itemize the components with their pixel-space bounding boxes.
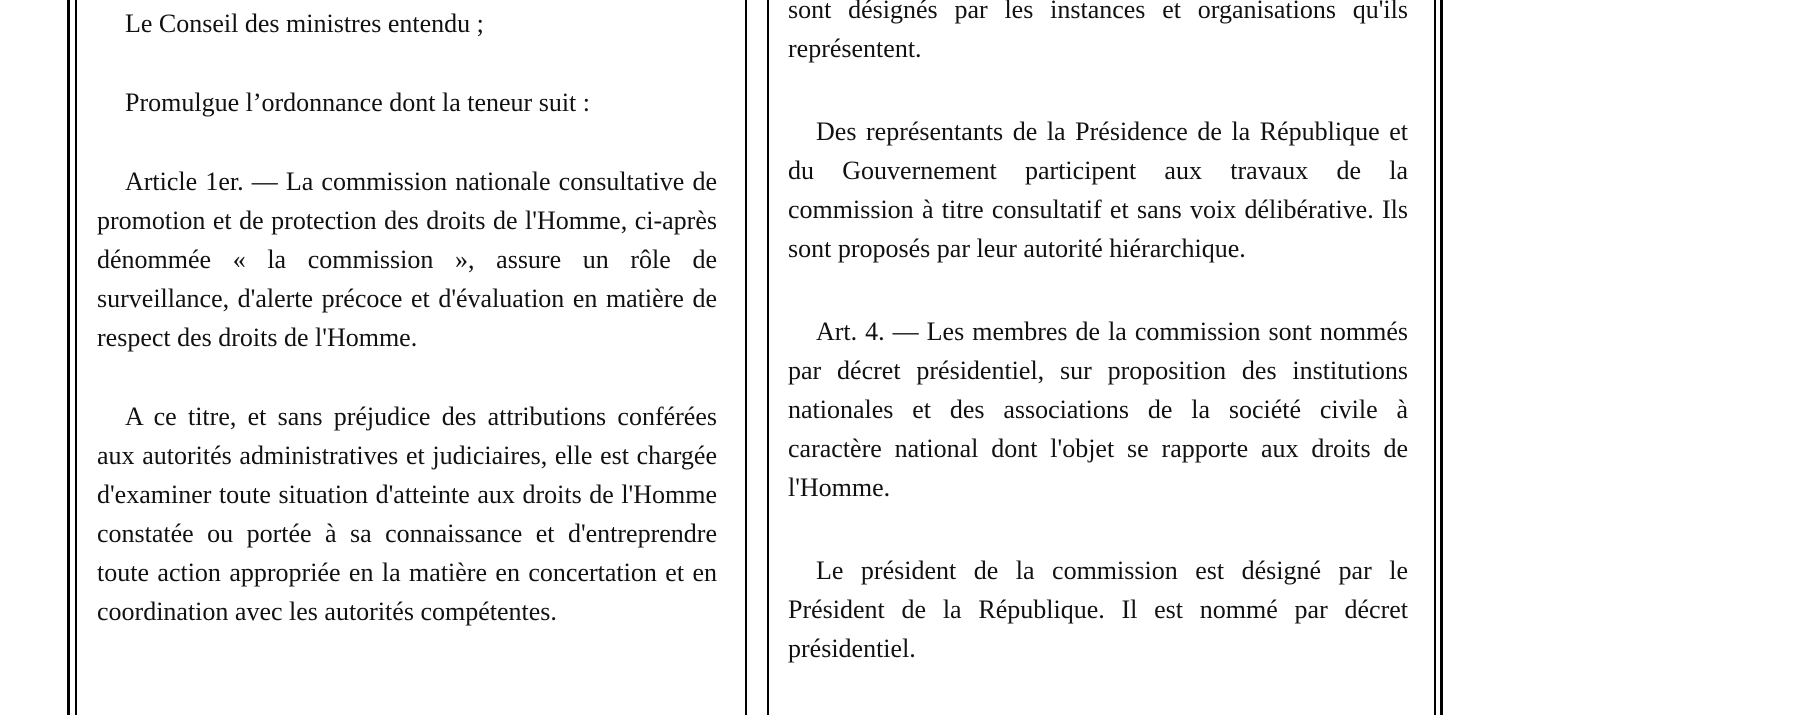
paragraph-president: Le président de la commission est désigné par le Président de la République. Il est nommé par décret présidentiel. bbox=[788, 556, 1408, 663]
paragraph-article-1-continued: A ce titre, et sans préjudice des attributions conférées aux autorités administratives et judiciaires, elle est chargée d'examiner toute situation d'atteinte aux droits de l'Homme constatée ou portée à sa connaissance et d'entreprendre toute action appropriée en la matière en concertation et en coordination avec les autorités compétentes. bbox=[97, 402, 717, 626]
paragraph-article-4: Art. 4. — Les membres de la commission sont nommés par décret présidentiel, sur proposition des institutions nationales et des associations de la société civile à caractère national dont l'objet se rapporte aux droits de l'Homme. bbox=[788, 317, 1408, 502]
paragraph-council: Le Conseil des ministres entendu ; bbox=[125, 9, 484, 38]
right-border-inner bbox=[1434, 0, 1436, 715]
paragraph-promulgation: Promulgue l’ordonnance dont la teneur suit : bbox=[125, 88, 591, 117]
left-border-inner bbox=[75, 0, 77, 715]
column-divider-right bbox=[767, 0, 769, 715]
column-divider-left bbox=[745, 0, 747, 715]
right-column bbox=[788, 0, 1408, 668]
paragraph-representatives: Des représentants de la Présidence de la République et du Gouvernement participent aux travaux de la commission à titre consultatif et sans voix délibérative. Ils sont proposés par leur autorité hiérarchique. bbox=[788, 117, 1408, 263]
paragraph-article-1: Article 1er. — La commission nationale consultative de promotion et de protection des droits de l'Homme, ci-après dénommée « la commission », assure un rôle de surveillance, d'alerte précoce et d'évaluation en matière de respect des droits de l'Homme. bbox=[97, 167, 717, 352]
left-border-outer bbox=[67, 0, 70, 715]
right-border-outer bbox=[1440, 0, 1443, 715]
left-column bbox=[97, 4, 717, 631]
paragraph-designation: sont désignés par les instances et organisations qu'ils représentent. bbox=[788, 0, 1408, 63]
